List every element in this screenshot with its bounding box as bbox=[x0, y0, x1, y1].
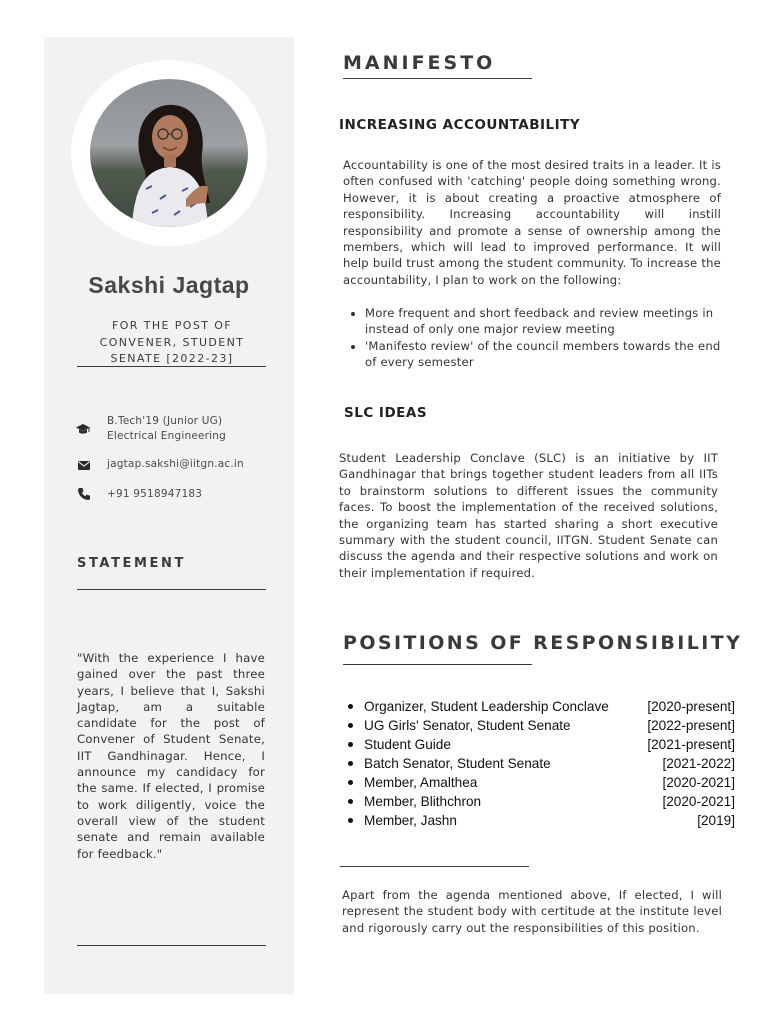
position-role: Organizer, Student Leadership Conclave bbox=[364, 699, 609, 714]
list-item bbox=[345, 773, 737, 792]
graduation-cap-icon bbox=[76, 422, 90, 436]
slc-heading: SLC IDEAS bbox=[344, 405, 428, 421]
list-item: • 'Manifesto review' of the council members towards the end of every semester bbox=[365, 338, 721, 371]
accountability-bullets bbox=[343, 305, 721, 371]
list-item: • More frequent and short feedback and review meetings in instead of only one major review meeting bbox=[365, 305, 721, 338]
position-dates: [2021-2022] bbox=[662, 756, 735, 771]
statement-divider-bottom bbox=[77, 945, 266, 946]
statement-divider-top bbox=[77, 589, 266, 590]
list-item bbox=[345, 754, 737, 773]
closing-divider bbox=[340, 866, 529, 867]
candidate-post bbox=[78, 318, 266, 368]
list-item bbox=[345, 697, 737, 716]
statement-text: "With the experience I have gained over the past three years, I believe that I, Sakshi Jagtap, am a suitable candidate for the post of Convener of Student Senate, IIT Gandhinagar. Hence, I announce my candidacy for the same. If elected, I promise to work diligently, voice the overall view of the student senate and remain available for feedback." bbox=[77, 651, 265, 861]
manifesto-heading: MANIFESTO bbox=[343, 52, 496, 74]
accountability-heading: INCREASING ACCOUNTABILITY bbox=[339, 117, 581, 133]
position-dates: [2019] bbox=[697, 813, 735, 828]
phone-number[interactable]: +91 9518947183 bbox=[107, 488, 203, 500]
statement-heading: STATEMENT bbox=[77, 556, 186, 571]
position-role: Batch Senator, Student Senate bbox=[364, 756, 551, 771]
positions-list bbox=[345, 697, 737, 830]
accountability-text: Accountability is one of the most desired traits in a leader. It is often confused with 'catching' people doing something wrong. However, it is about creating a proactive atmosphere of responsibility. Increasing accountability will instill responsibility and promote a sense of ownership among the members, which will lead to improved performance. It will help build trust among the student community. To increase the accountability, I plan to work on the following: bbox=[343, 158, 721, 287]
position-role: UG Girls' Senator, Student Senate bbox=[364, 718, 571, 733]
closing-text: Apart from the agenda mentioned above, If elected, I will represent the student body with certitude at the institute level and rigorously carry out the responsibilities of this position. bbox=[342, 888, 722, 935]
education-branch: Electrical Engineering bbox=[107, 430, 226, 442]
position-role: Member, Blithchron bbox=[364, 794, 482, 809]
list-item bbox=[345, 716, 737, 735]
position-dates: [2020-2021] bbox=[662, 794, 735, 809]
slc-text: Student Leadership Conclave (SLC) is an initiative by IIT Gandhinagar that brings together student leaders from all IITs to brainstorm solutions to different issues the community faces. To boost the implementation of the received solutions, the organizing team has started sharing a short executive summary with the student council, IITGN. Student Senate can discuss the agenda and their respective solutions and work on their implementation if required. bbox=[339, 451, 718, 580]
position-dates: [2020-present] bbox=[647, 699, 735, 714]
email-address[interactable]: jagtap.sakshi@iitgn.ac.in bbox=[107, 458, 244, 470]
post-line: FOR THE POST OF bbox=[111, 319, 233, 332]
post-line: CONVENER, STUDENT bbox=[99, 335, 245, 349]
list-item bbox=[345, 811, 737, 830]
list-item bbox=[345, 792, 737, 811]
manifesto-divider bbox=[343, 78, 532, 79]
post-line: SENATE [2022-23] bbox=[110, 352, 234, 365]
position-role: Student Guide bbox=[364, 737, 451, 752]
phone-icon bbox=[77, 487, 91, 501]
education-degree: B.Tech'19 (Junior UG) bbox=[107, 415, 223, 427]
post-divider bbox=[77, 366, 266, 367]
position-role: Member, Jashn bbox=[364, 813, 457, 828]
positions-heading: POSITIONS OF RESPONSIBILITY bbox=[343, 632, 743, 654]
list-item bbox=[345, 735, 737, 754]
candidate-name: Sakshi Jagtap bbox=[88, 272, 250, 298]
position-dates: [2020-2021] bbox=[662, 775, 735, 790]
education bbox=[107, 414, 226, 444]
positions-divider bbox=[343, 664, 532, 665]
envelope-icon bbox=[77, 458, 91, 472]
profile-photo-illustration bbox=[90, 79, 248, 227]
position-role: Member, Amalthea bbox=[364, 775, 478, 790]
position-dates: [2022-present] bbox=[647, 718, 735, 733]
profile-photo bbox=[90, 79, 248, 227]
position-dates: [2021-present] bbox=[647, 737, 735, 752]
